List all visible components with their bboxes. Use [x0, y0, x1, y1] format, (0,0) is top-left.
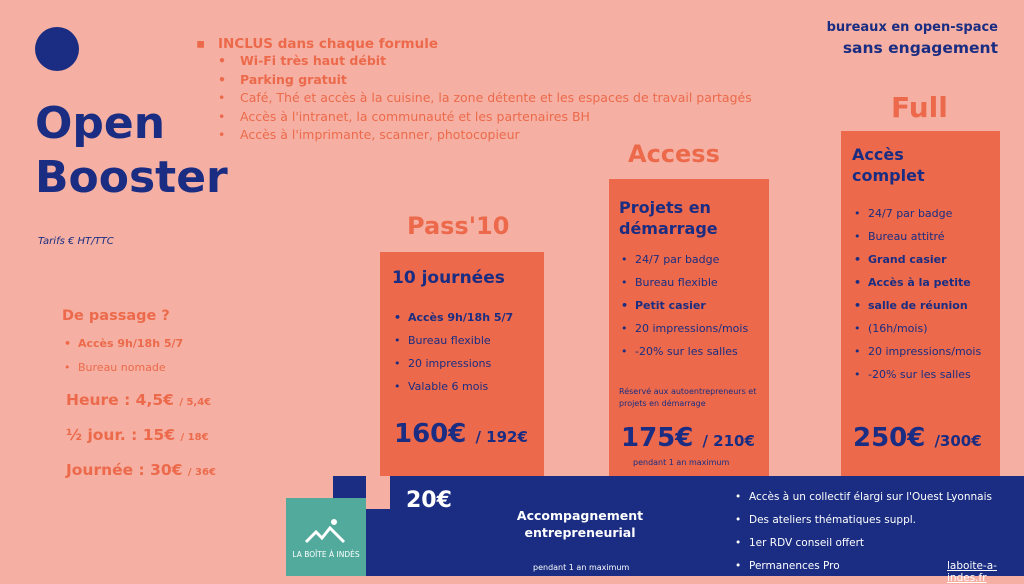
feature-item: • 24/7 par badge — [619, 248, 748, 271]
plan-access-price — [621, 423, 755, 453]
title-line-booster: Booster — [35, 152, 228, 203]
included-features — [196, 36, 752, 145]
plan-pass10-title: Pass'10 — [407, 212, 510, 240]
item-text: Permanences Pro — [749, 560, 840, 572]
plan-access-head — [619, 197, 718, 239]
website-link[interactable]: laboite-a-indes.fr — [947, 560, 997, 584]
included-list — [196, 52, 752, 145]
feature-item: • 20 impressions/mois — [852, 340, 981, 363]
price-label: ½ jour. : 15€ — [66, 426, 176, 444]
feature-item: • Accès 9h/18h 5/7 — [392, 306, 513, 329]
price-ttc: / 210€ — [702, 432, 755, 450]
plus-shape-gap — [366, 476, 390, 509]
feature-item: • Bureau attitré — [852, 225, 981, 248]
price-label: Heure : 4,5€ — [66, 391, 174, 409]
accompaniment-item: • Des ateliers thématiques suppl. — [735, 514, 917, 526]
feature-item: • Petit casier — [619, 294, 748, 317]
feature-item: • Accès à la petite — [852, 271, 981, 294]
tagline — [827, 18, 998, 58]
mountain-icon — [286, 498, 366, 576]
price-ttc: / 36€ — [187, 467, 216, 478]
price-row — [66, 419, 216, 454]
price-ttc: / 5,4€ — [179, 397, 212, 408]
brand-logo — [286, 498, 366, 576]
item-text: Des ateliers thématiques suppl. — [749, 514, 917, 526]
accompaniment-duration: pendant 1 an maximum — [533, 563, 630, 572]
head-line: Accès — [852, 145, 904, 164]
accompaniment-title — [515, 507, 645, 541]
plan-pass10-head: 10 journées — [392, 268, 505, 288]
note-line: Réservé aux autoentrepreneurs et — [619, 387, 757, 396]
item-text: 1er RDV conseil offert — [749, 537, 865, 549]
accompaniment-item: • 1er RDV conseil offert — [735, 537, 865, 549]
plan-pass10-features — [392, 306, 513, 398]
feature-item: • 20 impressions/mois — [619, 317, 748, 340]
plan-access-features — [619, 248, 748, 363]
accompaniment-item: • Accès à un collectif élargi sur l'Ouest Lyonnais — [735, 491, 992, 503]
feature-text: salle de réunion — [868, 299, 968, 312]
plan-access-duration: pendant 1 an maximum — [633, 458, 730, 467]
feature-item: • Valable 6 mois — [392, 375, 513, 398]
feature-item-cont — [852, 294, 981, 317]
feature-item: • Bureau flexible — [392, 329, 513, 352]
plan-full-title: Full — [891, 91, 948, 124]
plan-pass10-price — [394, 419, 528, 449]
price-row — [66, 454, 216, 489]
included-heading: ▪ INCLUS dans chaque formule — [196, 36, 752, 52]
feature-item: • -20% sur les salles — [619, 340, 748, 363]
included-item: • Accès à l'intranet, la communauté et les partenaires BH — [218, 108, 752, 127]
passage-section — [62, 308, 216, 489]
price-ttc: / 192€ — [475, 428, 528, 446]
price-label: Journée : 30€ — [66, 461, 183, 479]
plan-pass10-card — [380, 252, 544, 476]
head-line: complet — [852, 166, 925, 185]
tagline-line1: bureaux en open-space — [826, 20, 998, 35]
tagline-line2: sans engagement — [842, 39, 998, 57]
price-ht: 175€ — [621, 423, 694, 453]
price-ttc: /300€ — [934, 432, 982, 450]
tarifs-note: Tarifs € HT/TTC — [38, 236, 114, 247]
feature-item: • 24/7 par badge — [852, 202, 981, 225]
price-row — [66, 384, 216, 419]
feature-item: • -20% sur les salles — [852, 363, 981, 386]
feature-item: • Grand casier — [852, 248, 981, 271]
plan-access-card — [609, 179, 769, 476]
feature-text: (16h/mois) — [868, 322, 928, 335]
head-line: Projets en — [619, 198, 711, 217]
title-line-open: Open — [35, 98, 166, 149]
plan-full-card — [841, 131, 1000, 476]
brand-dot — [35, 27, 79, 71]
plan-full-price — [853, 423, 982, 453]
item-text: Accès à un collectif élargi sur l'Ouest Lyonnais — [749, 491, 992, 503]
passage-item: • Bureau nomade — [62, 356, 216, 380]
plan-access-title: Access — [628, 140, 720, 168]
feature-item: • 20 impressions — [392, 352, 513, 375]
accompaniment-item: • Permanences Pro — [735, 560, 840, 572]
note-line: projets en démarrage — [619, 399, 706, 408]
title-line: Accompagnement — [516, 508, 644, 523]
price-ht: 250€ — [853, 423, 926, 453]
included-item: • Wi-Fi très haut débit — [218, 52, 752, 71]
price-ttc: / 18€ — [180, 432, 209, 443]
included-item: • Parking gratuit — [218, 71, 752, 90]
feature-item-cont — [852, 317, 981, 340]
feature-item: • Bureau flexible — [619, 271, 748, 294]
accompaniment-price: 20€ — [406, 488, 452, 513]
included-item: • Café, Thé et accès à la cuisine, la zone détente et les espaces de travail partagés — [218, 89, 752, 108]
price-ht: 160€ — [394, 419, 467, 449]
plan-full-features — [852, 202, 981, 386]
head-line: démarrage — [619, 219, 718, 238]
logo-text: LA BOÎTE À INDÈS — [292, 550, 360, 559]
plan-access-note — [619, 386, 756, 410]
title-line: entrepreneurial — [524, 525, 636, 540]
passage-list — [62, 332, 216, 380]
plan-full-head — [852, 144, 925, 186]
passage-item: • Accès 9h/18h 5/7 — [62, 332, 216, 356]
included-item: • Accès à l'imprimante, scanner, photocopieur — [218, 126, 752, 145]
passage-title: De passage ? — [62, 308, 170, 324]
